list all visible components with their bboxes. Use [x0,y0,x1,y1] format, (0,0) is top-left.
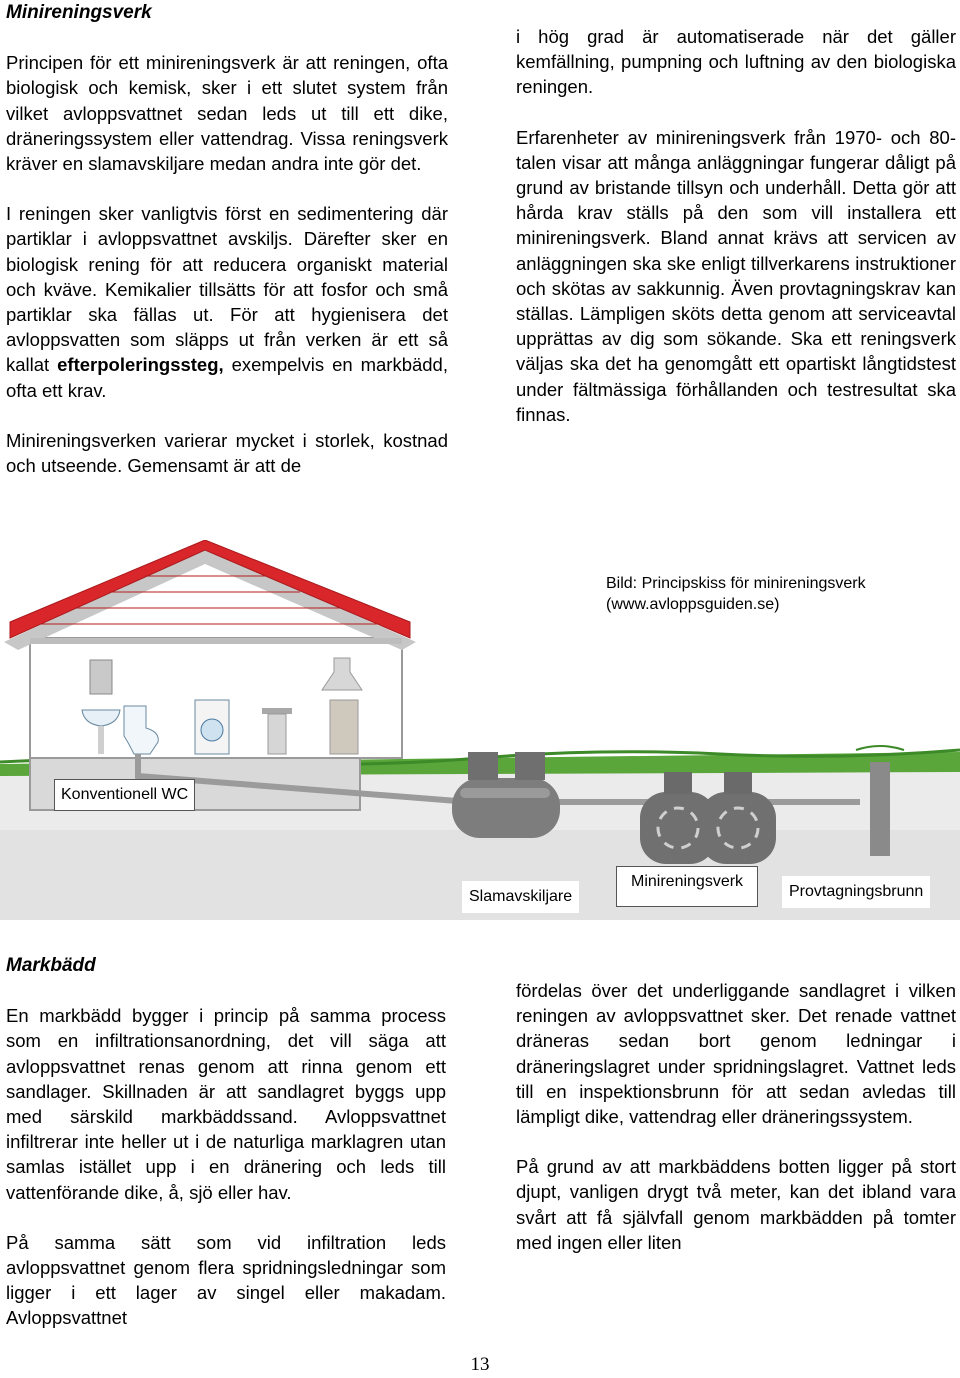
label-sludge-separator: Slamavskiljare [462,881,579,913]
figure-caption-source: (www.avloppsguiden.se) [606,596,780,613]
label-treatment-plant: Minireningsverk [616,866,758,907]
section-heading-markbadd: Markbädd [6,955,96,976]
label-sampling-well: Provtagningsbrunn [782,876,930,908]
paragraph: På samma sätt som vid infiltration leds avloppsvattnet genom flera spridningsledningar som ligger i ett lager av singel eller makadam. Avloppsvattnet [6,1231,446,1329]
paragraph: Erfarenheter av minireningsverk från 1970- och 80-talen visar att många anläggningar fungerar dåligt på grund av bristande tillsyn och underhåll. Detta gör att hårda krav ställs på den som vill installera ett minireningsverk. Bland annat krävs att servicen av anläggningen ska ske enligt tillverkarens instruktioner och skötas av sakkunnig. Även provtagningskrav kan ställas. Lämpligen sköts detta genom att serviceavtal upprättas av dig som sökande. Ska ett reningsverk väljas ska det ha genomgått ett opartiskt långtidstest under fältmässiga förhållanden och testresultat ska finnas. [516,126,956,425]
paragraph: På grund av att markbäddens botten ligger på stort djupt, vanligen drygt två meter, kan det ibland vara svårt att få självfall genom markbädden på tomter med ingen eller liten [516,1156,956,1253]
paragraph: En markbädd bygger i princip på samma process som en infiltrationsanordning, det vill säga att avloppsvattnet renas genom att rinna genom ett sandlager. Skillnaden är att sandlagret byggs upp med särskild markbäddssand. Avloppsvattnet infiltrerar inte heller ut i de naturliga marklagren utan samlas istället upp i en dränering och leds till vattenförande dike, å, sjö eller hav. [6,1005,446,1203]
paragraph: Minireningsverken varierar mycket i storlek, kostnad och utseende. Gemensamt är att de [6,429,448,477]
section-heading-minireningsverk: Minireningsverk [6,2,152,23]
paragraph: fördelas över det underliggande sandlagret i vilken reningen av avloppsvattnet sker. Det renade vattnet dräneras sedan bort genom ledningar i dräneringslagret under spridningslagret. Vattnet leds till en inspektionsbrunn för att sedan avledas till lämpligt dike, vattendrag eller dräneringssystem. [516,980,956,1128]
page-number: 13 [470,1354,490,1375]
paragraph: i hög grad är automatiserade när det gäller kemfällning, pumpning och luftning av den biologiska reningen. [516,26,956,98]
stove [330,700,358,754]
paragraph-text: exempelvis en markbädd, ofta ett krav. [6,354,448,401]
label-conventional-wc: Konventionell WC [54,779,195,811]
paragraph [6,201,448,403]
bold-term: efterpoleringssteg, [57,354,224,376]
mirror [90,660,112,694]
bottom-right-column [516,978,956,1255]
figure-caption [606,573,866,615]
top-right-column [516,24,956,427]
sampling-well [870,762,890,856]
paragraph: Principen för ett minireningsverk är att reningen, ofta biologisk och kemisk, sker i ett slutet system från vilket avloppsvattnet sedan leds ut till ett dike, dräneringssystem eller vattendrag. Vissa reningsverk kräver en slamavskiljare medan andra inte gör det. [6,52,448,175]
paragraph-text: I reningen sker vanligtvis först en sedimentering där partiklar i avloppsvattnet avskiljs. Därefter sker en biologisk rening för att reducera organiskt material och kväve. Kemikalier tillsätts för att fosfor och små partiklar ska fällas ut. För att hygienisera det avloppsvatten som släpps ut från verken är ett så kallat [6,203,448,376]
bottom-left-column [6,953,446,1331]
figure-caption-line: Bild: Principskiss för minireningsverk [606,575,866,592]
top-left-column [6,0,448,478]
